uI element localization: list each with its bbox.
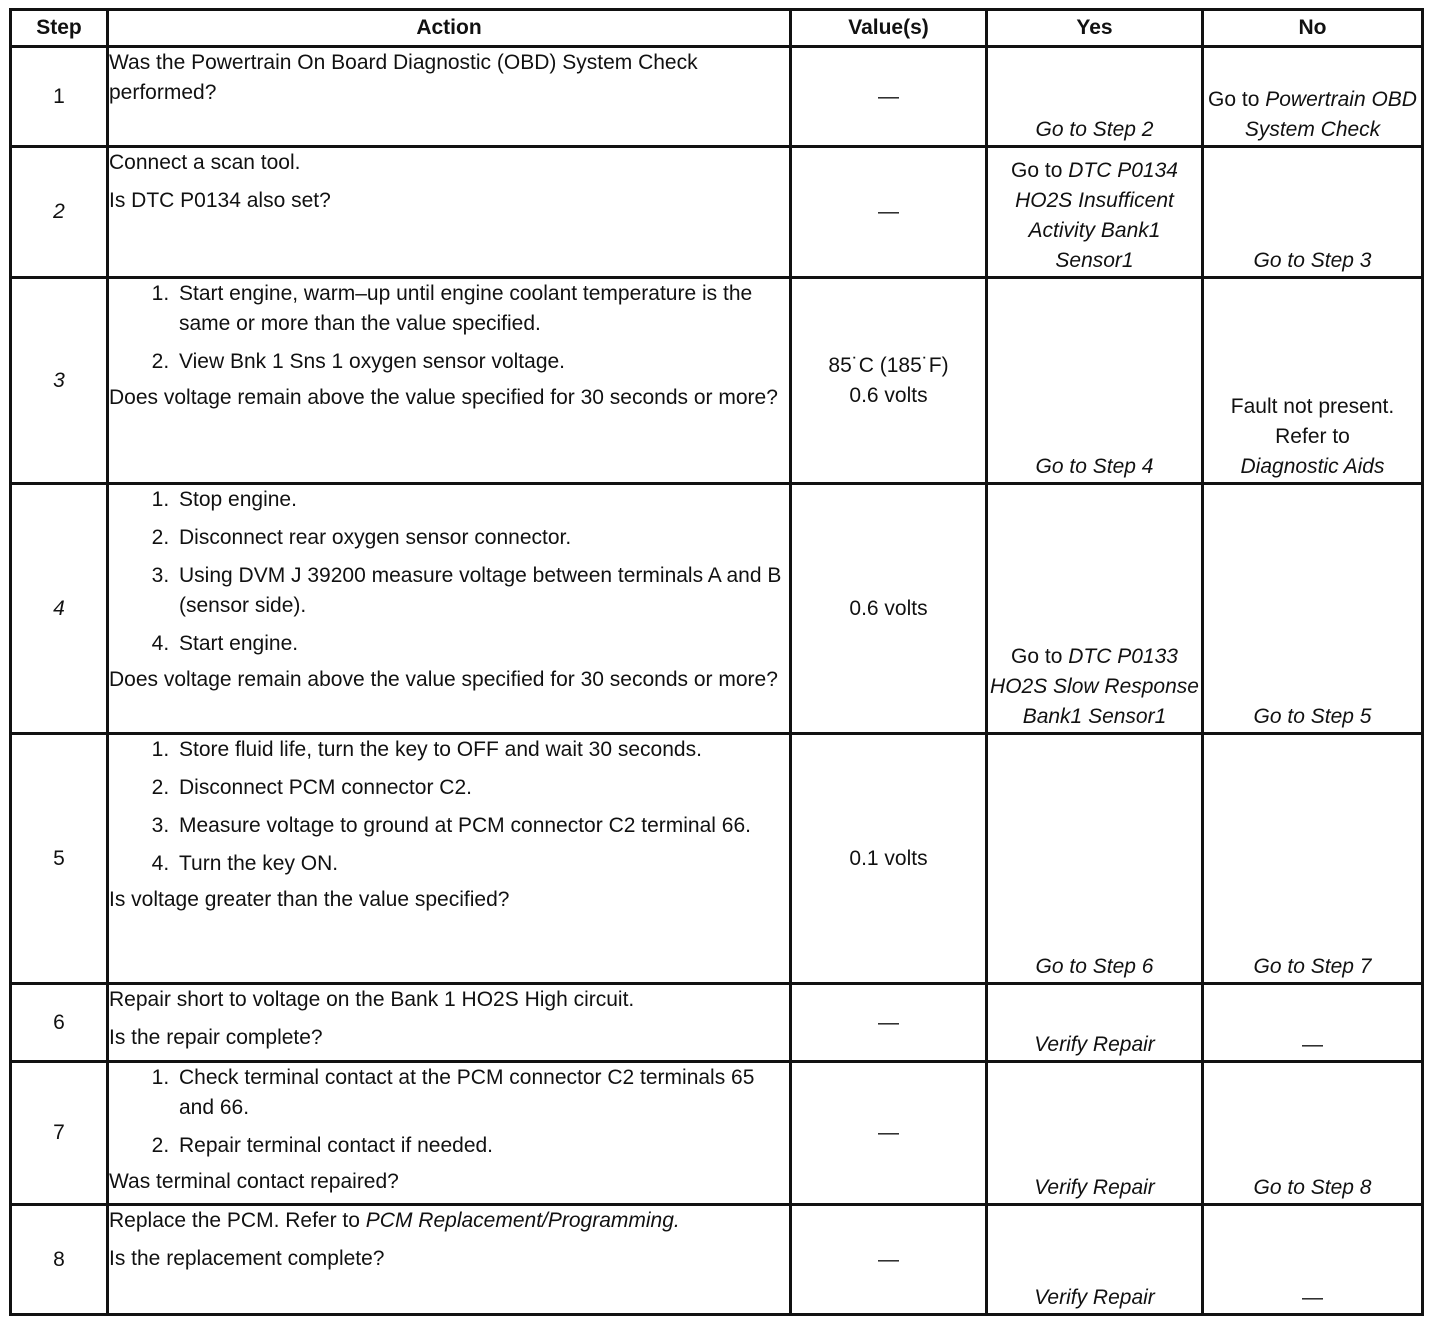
action-steps	[109, 1063, 789, 1161]
header-values: Value(s)	[791, 10, 987, 47]
yes-link: DTC P0133 HO2S Slow Response Bank1 Sensor1	[990, 645, 1199, 728]
action-step-item: 3. Measure voltage to ground at PCM connector C2 terminal 66.	[175, 811, 789, 841]
value-cell: —	[791, 1205, 987, 1315]
no-cell: Go to Step 8	[1203, 1062, 1423, 1205]
no-link: Powertrain OBD System Check	[1244, 88, 1417, 141]
no-cell	[1203, 47, 1423, 147]
action-question: Was terminal contact repaired?	[109, 1170, 399, 1193]
yes-link: DTC P0134 HO2S Insufficent Activity Bank1 Sensor1	[1015, 159, 1178, 272]
step-number: 8	[11, 1205, 108, 1315]
step-number: 2	[11, 147, 108, 278]
no-link: Diagnostic Aids	[1240, 455, 1385, 478]
action-question: Is voltage greater than the value specified?	[109, 888, 510, 911]
step-number: 7	[11, 1062, 108, 1205]
value-voltage: 0.6 volts	[849, 383, 928, 407]
action-step-item: 3. Using DVM J 39200 measure voltage between terminals A and B (sensor side).	[175, 561, 789, 621]
no-cell: Go to Step 7	[1203, 734, 1423, 984]
header-yes: Yes	[987, 10, 1203, 47]
action-step-item: 4. Turn the key ON.	[175, 849, 789, 879]
action-step-item: 2. Disconnect PCM connector C2.	[175, 773, 789, 803]
value-temperature: 85˙C (185˙F)	[828, 353, 949, 377]
yes-cell: Go to Step 6	[987, 734, 1203, 984]
yes-cell: Go to Step 2	[987, 47, 1203, 147]
action-step-item: 2. Disconnect rear oxygen sensor connector.	[175, 523, 789, 553]
table-row	[11, 484, 1423, 734]
table-row	[11, 278, 1423, 484]
action-steps	[109, 735, 789, 879]
no-line: Refer to	[1275, 425, 1350, 448]
yes-prefix: Go to	[1011, 645, 1063, 668]
yes-cell	[987, 484, 1203, 734]
no-cell: Go to Step 3	[1203, 147, 1423, 278]
action-cell	[108, 484, 791, 734]
action-cell	[108, 1062, 791, 1205]
table-row	[11, 147, 1423, 278]
yes-cell	[987, 147, 1203, 278]
action-question: Does voltage remain above the value specified for 30 seconds or more?	[109, 386, 778, 409]
no-cell: —	[1203, 1205, 1423, 1315]
table-row	[11, 1205, 1423, 1315]
step-number: 5	[11, 734, 108, 984]
action-question: Is DTC P0134 also set?	[109, 189, 331, 212]
header-no: No	[1203, 10, 1423, 47]
table-row	[11, 984, 1423, 1062]
header-action: Action	[108, 10, 791, 47]
yes-cell: Verify Repair	[987, 1205, 1203, 1315]
table-row	[11, 1062, 1423, 1205]
action-line: Repair short to voltage on the Bank 1 HO2S High circuit.	[109, 988, 635, 1011]
action-step-item: 2. Repair terminal contact if needed.	[175, 1131, 789, 1161]
header-step: Step	[11, 10, 108, 47]
no-prefix: Go to	[1208, 88, 1260, 111]
action-step-item: 2. View Bnk 1 Sns 1 oxygen sensor voltage.	[175, 347, 789, 377]
yes-prefix: Go to	[1011, 159, 1063, 182]
action-cell	[108, 147, 791, 278]
no-cell: Go to Step 5	[1203, 484, 1423, 734]
value-cell: —	[791, 1062, 987, 1205]
action-question: Was the Powertrain On Board Diagnostic (OBD) System Check performed?	[109, 51, 698, 104]
step-number: 4	[11, 484, 108, 734]
value-cell: —	[791, 47, 987, 147]
header-row	[11, 10, 1423, 47]
value-cell: —	[791, 984, 987, 1062]
action-line	[109, 1206, 789, 1236]
step-number: 1	[11, 47, 108, 147]
value-cell	[791, 278, 987, 484]
action-question: Is the replacement complete?	[109, 1247, 385, 1270]
action-steps	[109, 279, 789, 377]
action-cell	[108, 984, 791, 1062]
value-cell: —	[791, 147, 987, 278]
table-row	[11, 47, 1423, 147]
no-cell: —	[1203, 984, 1423, 1062]
action-step-item: 1. Store fluid life, turn the key to OFF and wait 30 seconds.	[175, 735, 789, 765]
action-cell	[108, 734, 791, 984]
no-line: Fault not present.	[1230, 395, 1395, 418]
step-number: 6	[11, 984, 108, 1062]
table-row	[11, 734, 1423, 984]
step-number: 3	[11, 278, 108, 484]
action-line: Connect a scan tool.	[109, 151, 301, 174]
action-question: Is the repair complete?	[109, 1026, 323, 1049]
value-cell: 0.6 volts	[791, 484, 987, 734]
no-cell	[1203, 278, 1423, 484]
yes-cell: Verify Repair	[987, 1062, 1203, 1205]
action-cell	[108, 1205, 791, 1315]
action-prefix: Replace the PCM. Refer to	[109, 1209, 360, 1232]
diagnostic-table	[9, 8, 1424, 1316]
action-step-item: 1. Check terminal contact at the PCM connector C2 terminals 65 and 66.	[175, 1063, 789, 1123]
action-step-item: 1. Start engine, warm–up until engine coolant temperature is the same or more than the value specified.	[175, 279, 789, 339]
action-steps	[109, 485, 789, 659]
action-link: PCM Replacement/Programming.	[365, 1209, 680, 1232]
action-step-item: 1. Stop engine.	[175, 485, 789, 515]
action-step-item: 4. Start engine.	[175, 629, 789, 659]
yes-cell: Verify Repair	[987, 984, 1203, 1062]
yes-cell: Go to Step 4	[987, 278, 1203, 484]
action-cell	[108, 47, 791, 147]
value-cell: 0.1 volts	[791, 734, 987, 984]
action-question: Does voltage remain above the value specified for 30 seconds or more?	[109, 668, 778, 691]
action-cell	[108, 278, 791, 484]
